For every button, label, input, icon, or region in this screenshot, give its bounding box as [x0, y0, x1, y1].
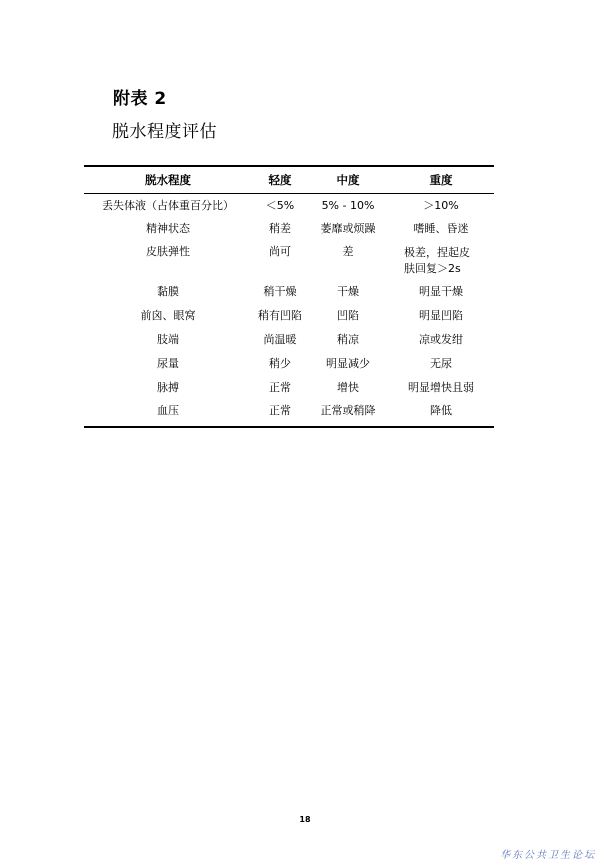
- table-cell: 稍少: [269, 357, 291, 370]
- table-cell: 干燥: [337, 285, 359, 298]
- table-cell: 尚温暖: [263, 333, 297, 346]
- table-cell: 黏膜: [157, 285, 179, 298]
- table-header-rule: [84, 193, 494, 194]
- table-title: 脱水程度评估: [112, 122, 217, 142]
- table-cell: 差: [342, 245, 354, 258]
- table-cell: 无尿: [430, 357, 452, 370]
- table-row: [84, 222, 494, 236]
- table-row: [84, 357, 494, 371]
- table-cell: 皮肤弹性: [146, 245, 190, 258]
- page-number: 18: [299, 815, 311, 824]
- table-top-rule: [84, 165, 494, 167]
- header-cell-mild: 轻度: [268, 173, 292, 187]
- table-cell: ＜5%: [265, 199, 295, 212]
- table-cell: 正常: [269, 381, 291, 394]
- skin-elasticity-severe-text: 极差，捏起皮肤回复＞2s: [404, 246, 470, 275]
- table-cell: 嗜睡、昏迷: [413, 222, 469, 235]
- table-cell: 丢失体液（占体重百分比）: [102, 199, 234, 212]
- table-cell: 正常: [269, 404, 291, 417]
- table-cell: 明显减少: [326, 357, 370, 370]
- table-row: [84, 333, 494, 347]
- table-cell: ＞10%: [423, 199, 459, 212]
- table-cell: 稍有凹陷: [258, 309, 302, 322]
- table-cell: 降低: [430, 404, 452, 417]
- table-cell: 正常或稍降: [320, 404, 376, 417]
- watermark: 华东公共卫生论坛: [500, 850, 596, 861]
- appendix-label: 附表 2: [113, 89, 167, 109]
- table-row: [84, 309, 494, 323]
- table-cell: 凹陷: [337, 309, 359, 322]
- header-cell-severe: 重度: [429, 173, 453, 187]
- table-cell: 增快: [337, 381, 359, 394]
- table-cell: 明显干燥: [419, 285, 463, 298]
- table-header-row: [84, 173, 494, 187]
- table-cell: 稍干燥: [263, 285, 297, 298]
- table-row: [84, 199, 494, 213]
- table-bottom-rule: [84, 426, 494, 428]
- table-cell: 尿量: [157, 357, 179, 370]
- table-cell: 前囟、眼窝: [140, 309, 196, 322]
- table-cell: 尚可: [269, 245, 291, 258]
- header-cell-degree: 脱水程度: [145, 173, 191, 187]
- table-cell: 肢端: [157, 333, 179, 346]
- table-cell: 凉或发绀: [419, 333, 463, 346]
- table-cell: 萎靡或烦躁: [320, 222, 376, 235]
- table-cell: 精神状态: [146, 222, 190, 235]
- header-cell-moderate: 中度: [336, 173, 360, 187]
- table-cell: 稍差: [269, 222, 291, 235]
- table-cell: 脉搏: [157, 381, 179, 394]
- table-row: [84, 285, 494, 299]
- table-row: [84, 245, 494, 277]
- table-row: [84, 381, 494, 395]
- table-cell: 5% - 10%: [321, 199, 375, 212]
- table-cell: 血压: [157, 404, 179, 417]
- table-cell: 明显增快且弱: [408, 381, 474, 394]
- table-cell: 明显凹陷: [419, 309, 463, 322]
- table-row: [84, 404, 494, 418]
- table-cell: 稍凉: [337, 333, 359, 346]
- table-cell: [388, 245, 494, 277]
